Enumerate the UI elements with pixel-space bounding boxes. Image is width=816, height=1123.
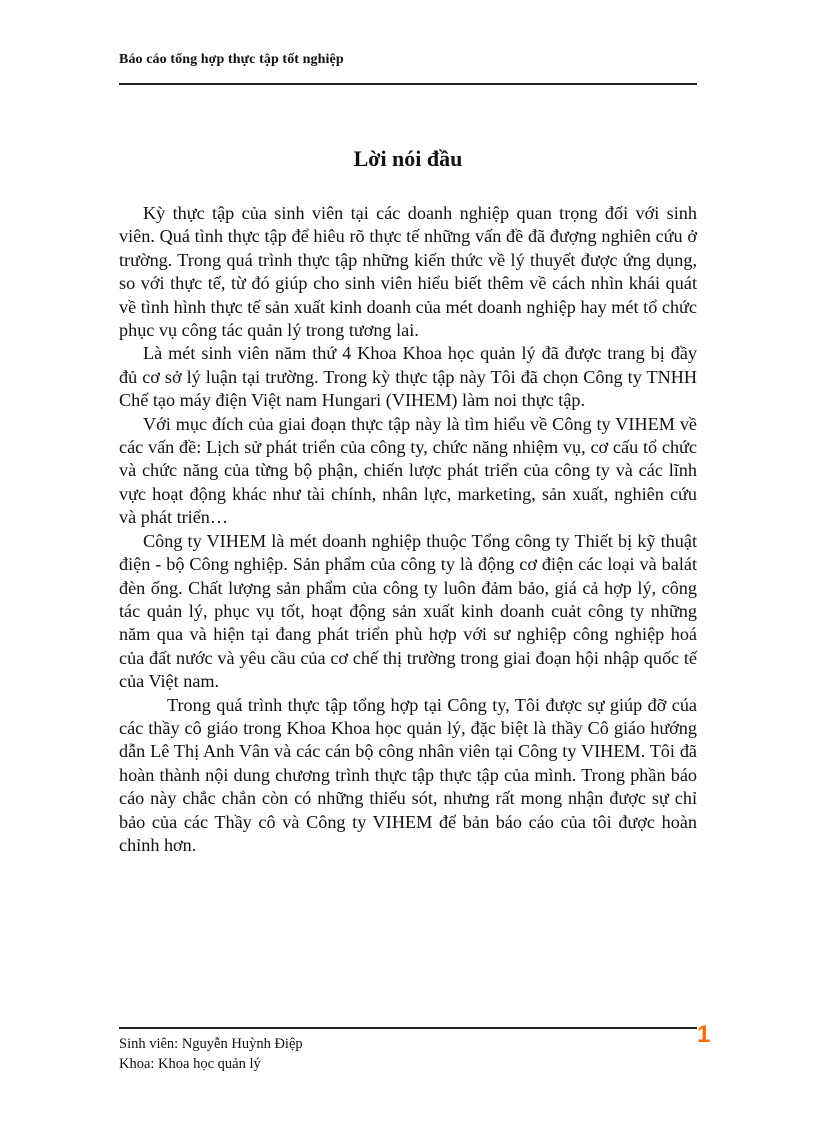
paragraph-4: Công ty VIHEM là mét doanh nghiệp thuộc Tổng công ty Thiết bị kỹ thuật điện - bộ Công nghiệp. Sản phẩm của công ty là động cơ điện các loại và balát đèn ống. Chất lượng sản phẩm của công ty luôn đảm bảo, giá cả hợp lý, công tác quản lý, phục vụ tốt, hoạt động sản xuất kinh doanh cuảt công ty những năm qua và hiện tại đang phát triển phù hợp với sư nghiệp công nghiệp hoá của đất nước và yêu cầu của cơ chế thị trường trong giai đoạn hội nhập quốc tế của Việt nam.	[119, 530, 697, 692]
paragraph-3: Với mục đích của giai đoạn thực tập này là tìm hiểu về Công ty VIHEM về các vấn đề: Lịch sử phát triển của công ty, chức năng nhiệm vụ, cơ cấu tổ chức và chức năng của từng bộ phận, chiến lược phát triển của công ty và các lĩnh vực hoạt động khác như tài chính, nhân lực, marketing, sản xuất, nghiên cứu và phát triển…	[119, 413, 697, 528]
document-body	[119, 202, 697, 857]
paragraph-2: Là mét sinh viên năm thứ 4 Khoa Khoa học quản lý đã được trang bị đầy đủ cơ sở lý luận tại trường. Trong kỳ thực tập này Tôi đã chọn Công ty TNHH Chế tạo máy điện Việt nam Hungari (VIHEM) làm noi thực tập.	[119, 343, 697, 411]
footer-faculty: Khoa: Khoa học quản lý	[119, 1056, 261, 1072]
footer-divider	[119, 1027, 697, 1029]
document-title: Lời nói đầu	[353, 146, 463, 171]
paragraph-1: Kỳ thực tập của sinh viên tại các doanh nghiệp quan trọng đối với sinh viên. Quá tình thực tập để hiêu rõ thực tế những vấn đề đã đượng nghiên cứu ở trường. Trong quá trình thực tập những kiến thức về lý thuyết được ứng dụng, so với thực tế, từ đó giúp cho sinh viên hiểu biết thêm về cách nhìn khái quát về tình hình thực tế sản xuất kinh doanh của mét doanh nghiệp hay mét tổ chức phục vụ công tác quản lý trong tương lai.	[119, 203, 697, 341]
footer-info	[119, 1034, 303, 1074]
paragraph-5: Trong quá trình thực tập tổng hợp tại Công ty, Tôi được sự giúp đỡ cúa các thầy cô giáo trong Khoa Khoa học quản lý, đặc biệt là thầy Cô giáo hướng dẫn Lê Thị Anh Vân và các cán bộ công nhân viên tại Công ty VIHEM. Tôi đã hoàn thành nội dung chương trình thực tập thực tập của mình. Trong phần báo cáo này chắc chắn còn có những thiếu sót, nhưng rất mong nhận được sự chỉ bảo của các Thầy cô và Công ty VIHEM để bản báo cáo của tôi được hoàn chỉnh hơn.	[119, 694, 697, 855]
page-number: 1	[697, 1021, 711, 1048]
header-divider	[119, 83, 697, 85]
running-header-title: Báo cáo tổng hợp thực tập tốt nghiệp	[119, 52, 344, 67]
footer-student-name: Sinh viên: Nguyễn Huỳnh Điệp	[119, 1036, 303, 1052]
